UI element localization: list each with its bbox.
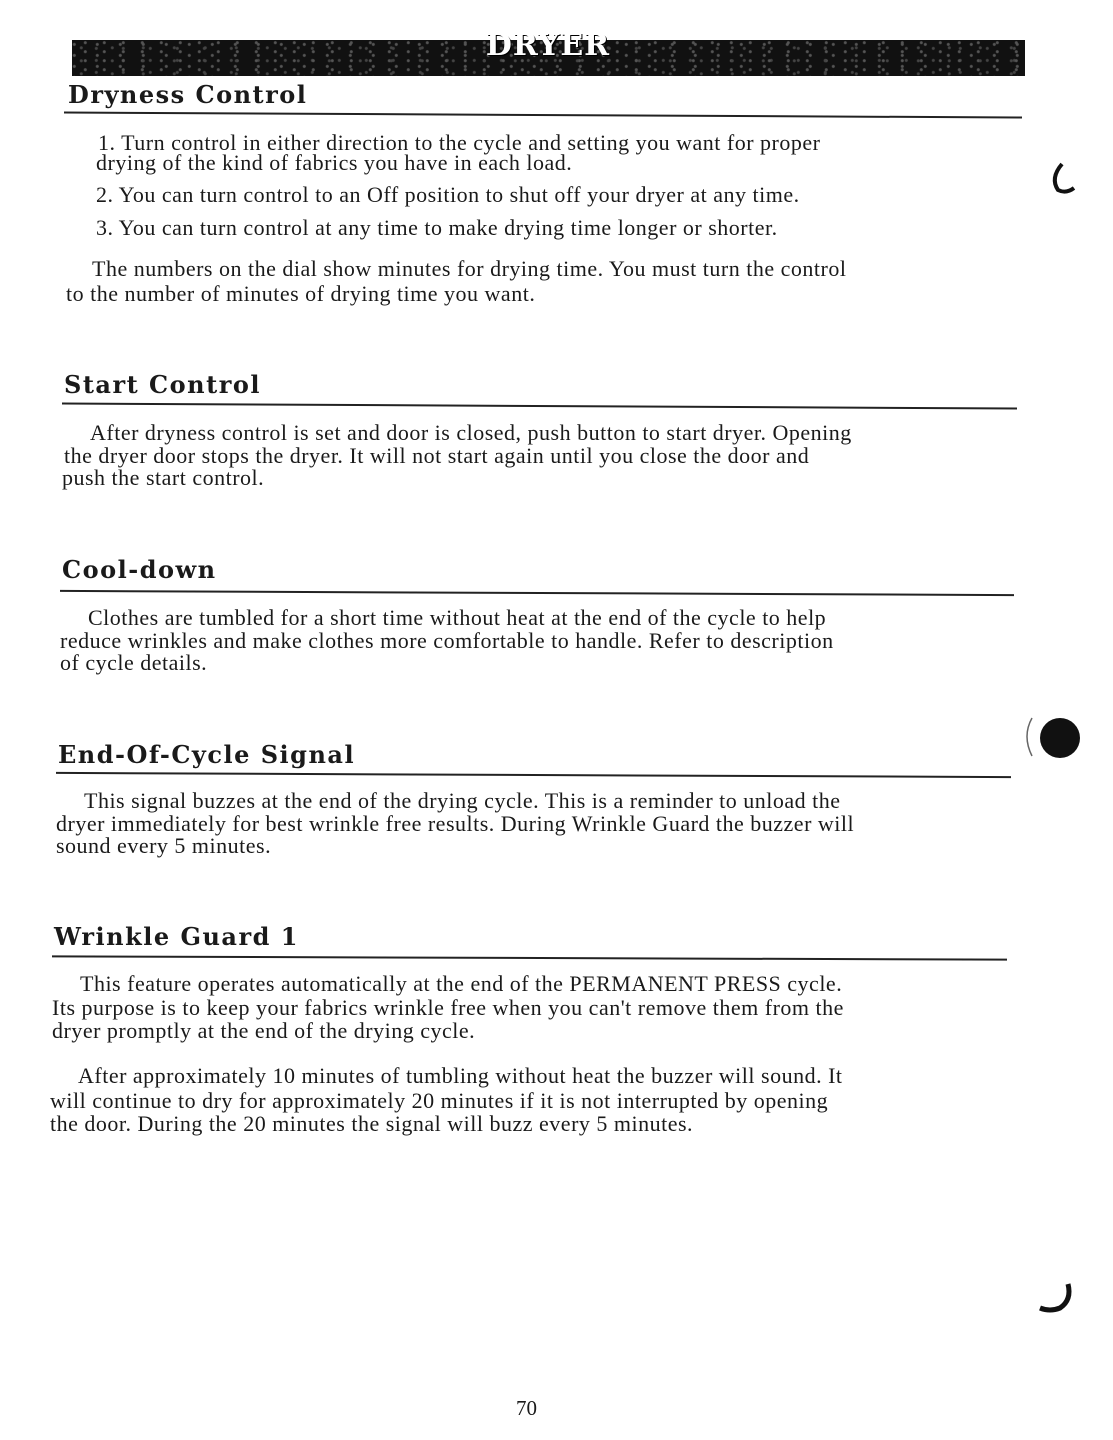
- body-paragraph: This feature operates automatically at the end of the PERMANENT PRESS cycle.: [80, 971, 843, 996]
- body-paragraph: push the start control.: [62, 465, 265, 490]
- body-paragraph: sound every 5 minutes.: [56, 833, 272, 858]
- body-paragraph: This signal buzzes at the end of the drying cycle. This is a reminder to unload the: [84, 788, 841, 813]
- body-paragraph: dryer promptly at the end of the drying cycle.: [52, 1018, 476, 1043]
- section-title: Start Control: [64, 370, 261, 399]
- section-rule: [56, 772, 1011, 778]
- body-paragraph: Clothes are tumbled for a short time without heat at the end of the cycle to help: [88, 605, 827, 630]
- section-title: Dryness Control: [68, 80, 308, 109]
- list-item-3: 3. You can turn control at any time to make drying time longer or shorter.: [96, 215, 778, 240]
- section-title: End-Of-Cycle Signal: [58, 740, 356, 769]
- binder-hole-icon: [1010, 700, 1090, 770]
- body-paragraph: After dryness control is set and door is closed, push button to start dryer. Opening: [90, 420, 852, 445]
- section-title: Wrinkle Guard 1: [54, 922, 299, 951]
- section-start-control: [64, 370, 261, 400]
- body-paragraph: The numbers on the dial show minutes for drying time. You must turn the control: [92, 256, 847, 281]
- body-paragraph: the dryer door stops the dryer. It will not start again until you close the door and: [64, 443, 810, 468]
- body-paragraph: the door. During the 20 minutes the signal will buzz every 5 minutes.: [50, 1111, 694, 1136]
- section-wrinkle-guard: [54, 922, 299, 952]
- body-paragraph: to the number of minutes of drying time you want.: [66, 281, 536, 306]
- list-item-1-cont: drying of the kind of fabrics you have in each load.: [96, 150, 573, 175]
- section-dryness-control: [68, 80, 307, 110]
- binder-mark-icon: [1020, 1280, 1080, 1320]
- body-paragraph: reduce wrinkles and make clothes more comfortable to handle. Refer to description: [60, 628, 834, 653]
- section-rule: [52, 955, 1007, 960]
- body-paragraph: Its purpose is to keep your fabrics wrinkle free when you can't remove them from the: [52, 995, 844, 1020]
- list-item-1: 1. Turn control in either direction to the cycle and setting you want for proper: [98, 130, 821, 155]
- body-paragraph: dryer immediately for best wrinkle free results. During Wrinkle Guard the buzzer will: [56, 811, 855, 836]
- section-title: Cool-down: [62, 555, 217, 584]
- section-rule: [64, 111, 1022, 118]
- page-title: DRYER: [485, 28, 611, 63]
- body-paragraph: will continue to dry for approximately 20 minutes if it is not interrupted by opening: [50, 1088, 829, 1113]
- section-rule: [60, 590, 1014, 596]
- section-cool-down: [62, 555, 217, 585]
- body-paragraph: After approximately 10 minutes of tumbling without heat the buzzer will sound. It: [78, 1063, 843, 1088]
- page-number: 70: [516, 1396, 537, 1420]
- section-rule: [62, 402, 1017, 409]
- binder-mark-icon: [1040, 150, 1090, 200]
- section-end-of-cycle-signal: [58, 740, 355, 770]
- body-paragraph: of cycle details.: [60, 650, 208, 675]
- list-item-2: 2. You can turn control to an Off position to shut off your dryer at any time.: [96, 182, 800, 207]
